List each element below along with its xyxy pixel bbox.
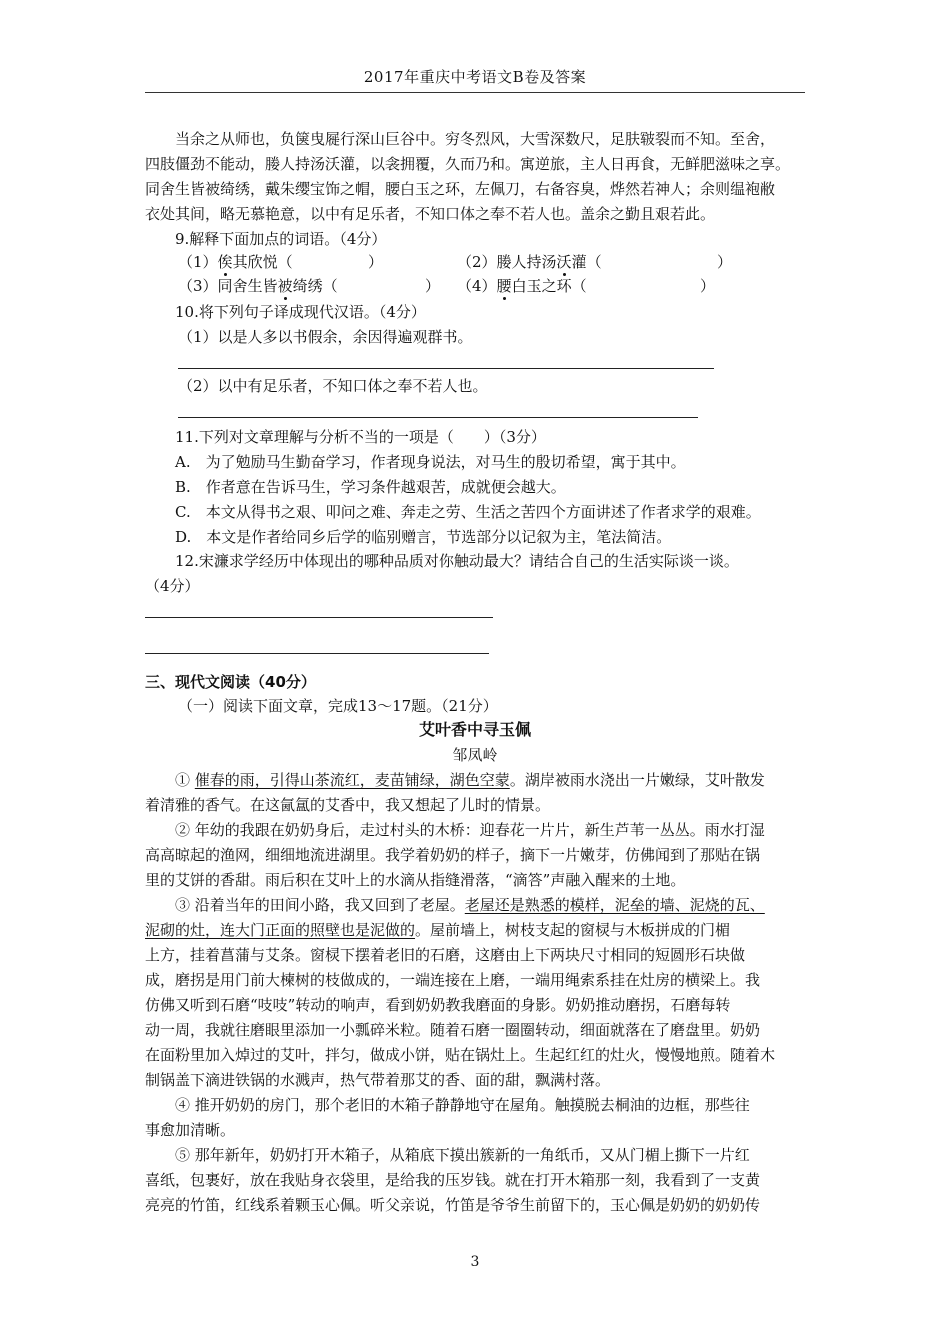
- article-p5-line-2: 喜纸，包裹好，放在我贴身衣袋里，是给我的压岁钱。就在打开木箱那一刻，我看到了一支黄: [145, 1171, 761, 1189]
- q12-answer-line-1[interactable]: [145, 617, 493, 618]
- article-p4-line-1: ④ 推开奶奶的房门，那个老旧的木箱子静静地守在屋角。触摸脱去桐油的边框，那些往: [175, 1096, 750, 1114]
- article-p3-line-3: 上方，挂着菖蒲与艾条。窗棂下摆着老旧的石磨，这磨由上下两块尺寸相同的短圆形石块做: [145, 946, 746, 964]
- q9-item-3-dotted-word: 被: [277, 277, 293, 295]
- article-author: 邹凤岭: [452, 746, 498, 764]
- article-p1-line-1: [175, 770, 765, 790]
- q11-option-c: C. 本文从得书之艰、叩问之难、奔走之劳、生活之苦四个方面讲述了作者求学的艰难。: [175, 503, 761, 521]
- q9-item-2: [457, 252, 602, 272]
- article-p3-line-2: [145, 920, 730, 940]
- q9-item-2-pre: （2）媵人持汤: [457, 253, 557, 271]
- p1-number: ①: [175, 771, 191, 789]
- p1-underlined-sentence: 催春的雨，引得山茶流红，麦苗铺绿，湖色空蒙: [194, 771, 510, 789]
- article-p4-line-2: 事愈加清晰。: [145, 1121, 236, 1139]
- page-header: 2017年重庆中考语文B卷及答案: [363, 68, 587, 86]
- q9-item-2-dotted-word: 沃: [556, 253, 572, 271]
- passage-line-3: 同舍生皆被绮绣，戴朱缨宝饰之帽，腰白玉之环，左佩刀，右备容臭，烨然若神人；余则缊袍敝: [145, 180, 776, 198]
- passage-line-4: 衣处其间，略无慕艳意，以中有足乐者，不知口体之奉不若人也。盖余之勤且艰若此。: [145, 205, 716, 223]
- q9-item-3-post: 绮绣（: [292, 277, 338, 295]
- q9-item-1-close: ）: [368, 253, 384, 271]
- q9-item-4: [457, 276, 587, 296]
- q9-item-3-close: ）: [425, 277, 441, 295]
- q10-answer-line-2[interactable]: [178, 417, 698, 418]
- q11-stem: 11.下列对文章理解与分析不当的一项是（ ）（3分）: [175, 428, 546, 446]
- q10-sentence-1: （1）以是人多以书假余，余因得遍观群书。: [178, 328, 473, 346]
- q11-option-d: D. 本文是作者给同乡后学的临别赠言，节选部分以记叙为主，笔法简洁。: [175, 528, 672, 546]
- q9-item-1-pre: （1）: [178, 253, 218, 271]
- q9-item-3: [178, 276, 338, 296]
- article-title: 艾叶香中寻玉佩: [418, 720, 531, 739]
- article-p3-line-8: 制锅盖下滴进铁锅的水溅声，热气带着那艾的香、面的甜，飘满村落。: [145, 1071, 611, 1089]
- q12-stem: 12.宋濂求学经历中体现出的哪种品质对你触动最大？请结合自己的生活实际谈一谈。: [175, 552, 739, 570]
- article-p3-line-5: 仿佛又听到石磨“吱吱”转动的响声，看到奶奶教我磨面的身影。奶奶推动磨拐，石磨每转: [145, 996, 731, 1014]
- q10-answer-line-1[interactable]: [178, 368, 714, 369]
- article-p3-line-6: 动一周，我就往磨眼里添加一小瓢碎米粒。随着石磨一圈圈转动，细面就落在了磨盘里。奶奶: [145, 1021, 761, 1039]
- q9-stem: 9.解释下面加点的词语。（4分）: [175, 230, 387, 248]
- article-p3-line-7: 在面粉里加入焯过的艾叶，拌匀，做成小饼，贴在锅灶上。生起红红的灶火，慢慢地煎。随着木: [145, 1046, 776, 1064]
- passage-line-2: 四肢僵劲不能动，媵人持汤沃灌，以衾拥覆，久而乃和。寓逆旅，主人日再食，无鲜肥滋味之享。: [145, 155, 791, 173]
- q9-item-3-pre: （3）同舍生皆: [178, 277, 278, 295]
- header-rule: [145, 92, 805, 93]
- p1-rest: 。湖岸被雨水浇出一片嫩绿，艾叶散发: [509, 771, 765, 789]
- q9-item-4-dotted-word: 腰: [496, 277, 512, 295]
- article-p2-line-3: 里的艾饼的香甜。雨后积在艾叶上的水滴从指缝滑落，“滴答”声融入醒来的土地。: [145, 871, 686, 889]
- p3-underlined-part-2: 泥砌的灶，连大门正面的照壁也是泥做的: [145, 921, 416, 939]
- p3-underlined-part-1: 老屋还是熟悉的模样，泥垒的墙、泥烧的瓦、: [464, 896, 765, 914]
- article-p2-line-1: ② 年幼的我跟在奶奶身后，走过村头的木桥：迎春花一片片，新生芦苇一丛丛。雨水打湿: [175, 821, 765, 839]
- q11-option-a: A. 为了勉励马生勤奋学习，作者现身说法，对马生的殷切希望，寓于其中。: [175, 453, 686, 471]
- q9-item-1-post: 其欣悦（: [232, 253, 293, 271]
- page-number: 3: [470, 1254, 480, 1270]
- article-p2-line-2: 高高晾起的渔网，细细地流进湖里。我学着奶奶的样子，摘下一片嫩芽，仿佛闻到了那贴在锅: [145, 846, 761, 864]
- q9-item-1-dotted-word: 俟: [217, 253, 233, 271]
- q12-answer-line-2[interactable]: [145, 653, 489, 654]
- q9-item-2-post: 灌（: [571, 253, 602, 271]
- q9-item-4-close: ）: [700, 277, 716, 295]
- q11-option-b: B. 作者意在告诉马生，学习条件越艰苦，成就便会越大。: [175, 478, 566, 496]
- q12-score: （4分）: [145, 577, 200, 595]
- article-p3-line-1: [175, 895, 765, 915]
- q9-item-1: [178, 252, 293, 272]
- article-p5-line-3: 亮亮的竹笛，红线系着颗玉心佩。听父亲说，竹笛是爷爷生前留下的，玉心佩是奶奶的奶奶传: [145, 1196, 761, 1214]
- q10-sentence-2: （2）以中有足乐者，不知口体之奉不若人也。: [178, 377, 488, 395]
- passage-line-1: 当余之从师也，负箧曳屣行深山巨谷中。穷冬烈风，大雪深数尺，足肤皲裂而不知。至舍，: [175, 130, 776, 148]
- q10-stem: 10.将下列句子译成现代汉语。（4分）: [175, 303, 426, 321]
- p3-line-2-rest: 。屋前墙上，树枝支起的窗棂与木板拼成的门楣: [415, 921, 731, 939]
- q9-item-2-close: ）: [717, 253, 733, 271]
- q9-item-4-post: 白玉之环（: [511, 277, 587, 295]
- article-p3-line-4: 成，磨拐是用门前大楝树的枝做成的，一端连接在上磨，一端用绳索系挂在灶房的横梁上。我: [145, 971, 761, 989]
- p3-line-1-pre: ③ 沿着当年的田间小路，我又回到了老屋。: [175, 896, 465, 914]
- article-p1-line-2: 着清雅的香气。在这氤氲的艾香中，我又想起了儿时的情景。: [145, 796, 551, 814]
- q9-item-4-pre: （4）: [457, 277, 497, 295]
- article-p5-line-1: ⑤ 那年新年，奶奶打开木箱子，从箱底下摸出簇新的一角纸币，又从门楣上撕下一片红: [175, 1146, 750, 1164]
- section-3-subheading: （一）阅读下面文章，完成13～17题。（21分）: [178, 697, 498, 715]
- section-3-heading: 三、现代文阅读（40分）: [145, 673, 316, 691]
